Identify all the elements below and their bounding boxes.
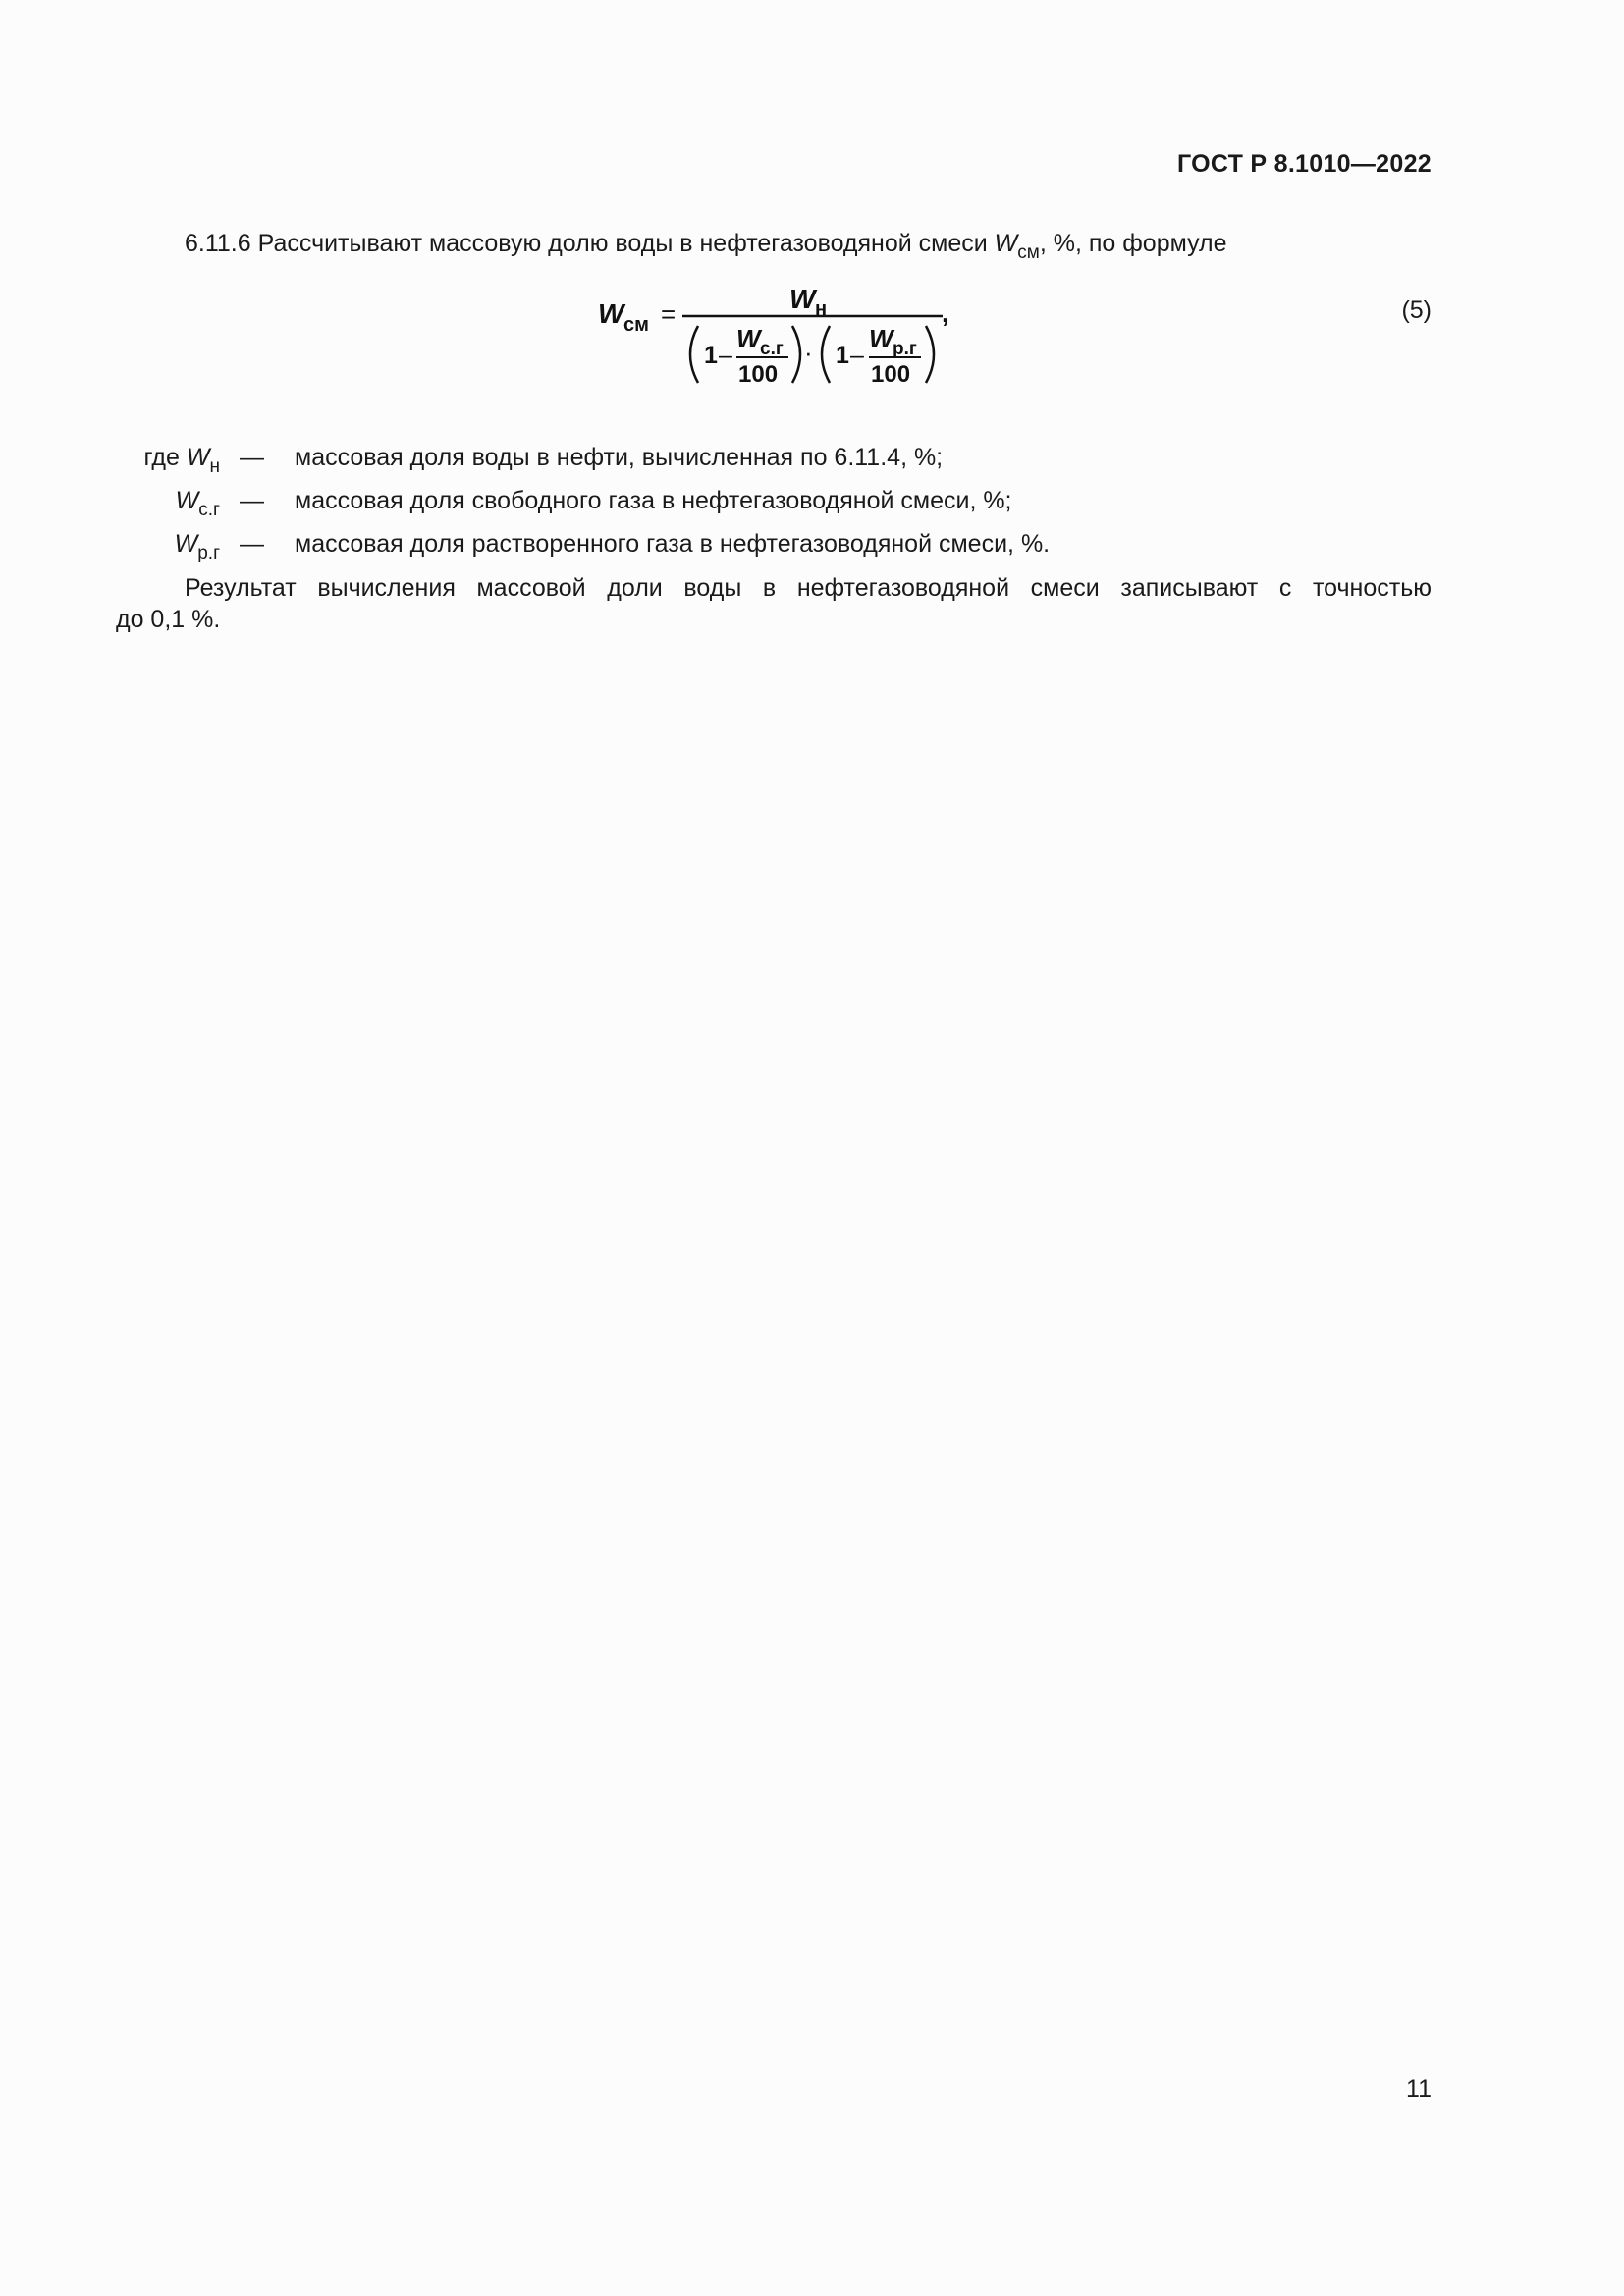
legend-dash: — bbox=[240, 444, 264, 471]
variable-subscript: с.г bbox=[198, 500, 220, 520]
variable-subscript: р.г bbox=[197, 543, 220, 563]
variable-symbol: W bbox=[174, 530, 198, 558]
legend-symbol bbox=[174, 530, 220, 563]
equation-number: (5) bbox=[1401, 296, 1432, 324]
clause-text-end: , %, по формуле bbox=[1039, 230, 1227, 257]
legend-dash: — bbox=[240, 487, 264, 514]
legend-symbol bbox=[143, 444, 220, 477]
legend-dash: — bbox=[240, 530, 264, 558]
formula-minus-1: – bbox=[719, 342, 732, 369]
formula-f2-sub: р.г bbox=[893, 339, 917, 359]
right-paren-2 bbox=[926, 326, 934, 383]
formula-equals: = bbox=[661, 299, 677, 329]
variable-subscript: н bbox=[209, 456, 220, 477]
formula-lhs-var: W bbox=[598, 298, 624, 329]
legend-description: массовая доля свободного газа в нефтегазоводяной смеси, %; bbox=[295, 487, 1012, 514]
legend-symbol bbox=[175, 487, 220, 520]
formula-5 bbox=[594, 277, 967, 404]
right-paren-1 bbox=[792, 326, 800, 383]
formula-num-var: W bbox=[789, 284, 816, 314]
formula-one-2: 1 bbox=[836, 342, 849, 369]
formula-f1-sub: с.г bbox=[760, 339, 784, 359]
formula-one-1: 1 bbox=[704, 342, 718, 369]
formula-lhs-sub: см bbox=[623, 314, 649, 336]
variable-symbol: W bbox=[186, 444, 210, 471]
formula-graphic bbox=[594, 277, 967, 404]
clause-text: 6.11.6 Рассчитывают массовую долю воды в нефтегазоводяной смеси bbox=[185, 230, 995, 257]
legend-item bbox=[0, 444, 1624, 483]
left-paren-1 bbox=[690, 326, 698, 383]
legend-where: где bbox=[143, 444, 180, 471]
left-paren-2 bbox=[822, 326, 830, 383]
legend-description: массовая доля растворенного газа в нефтегазоводяной смеси, %. bbox=[295, 530, 1051, 558]
clause-6-11-6 bbox=[185, 226, 1227, 261]
legend-item bbox=[0, 530, 1624, 569]
formula-dot: · bbox=[804, 338, 813, 367]
formula-hundred-2: 100 bbox=[871, 361, 911, 388]
result-line-1: Результат вычисления массовой доли воды в нефтегазоводяной смеси записывают с точностью bbox=[185, 574, 1432, 602]
page-number: 11 bbox=[1406, 2075, 1432, 2103]
formula-hundred-1: 100 bbox=[738, 361, 779, 388]
variable-symbol: W bbox=[994, 230, 1018, 257]
formula-comma: , bbox=[942, 298, 949, 328]
variable-subscript: см bbox=[1017, 242, 1040, 263]
variable-symbol: W bbox=[175, 487, 199, 514]
formula-f1-var: W bbox=[736, 324, 761, 353]
result-paragraph bbox=[116, 572, 1432, 635]
legend-item bbox=[0, 487, 1624, 526]
formula-minus-2: – bbox=[850, 342, 864, 369]
legend-description: массовая доля воды в нефти, вычисленная по 6.11.4, %; bbox=[295, 444, 944, 471]
document-code: ГОСТ Р 8.1010—2022 bbox=[1176, 150, 1432, 178]
result-line-2: до 0,1 %. bbox=[116, 606, 221, 633]
formula-f2-var: W bbox=[869, 324, 893, 353]
formula-num-sub: н bbox=[815, 298, 828, 320]
